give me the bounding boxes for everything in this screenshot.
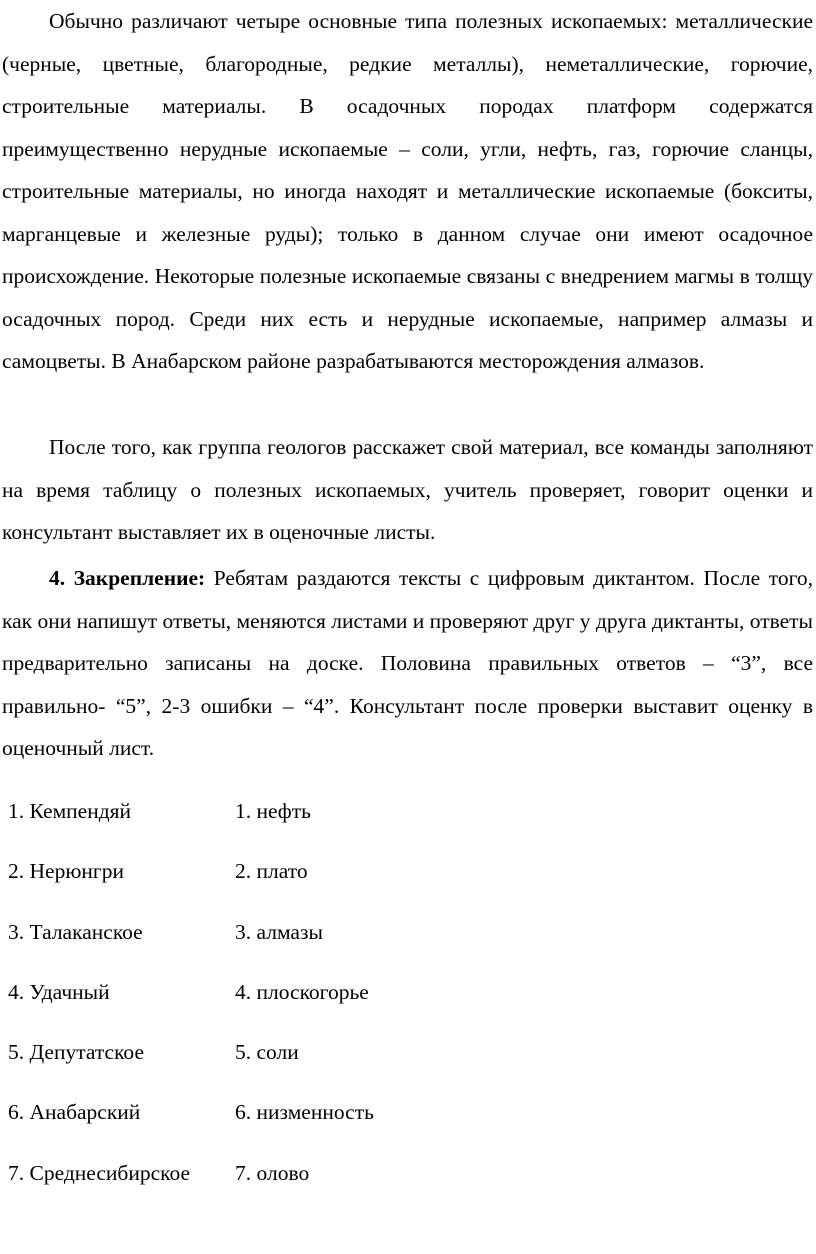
list-item-place: 7. Среднесибирское xyxy=(8,1160,191,1185)
list-item-term: 2. плато xyxy=(235,859,308,884)
list-row xyxy=(8,1152,608,1212)
list-item-place: 2. Нерюнгри xyxy=(8,859,124,884)
list-item-term: 1. нефть xyxy=(235,799,311,823)
paragraph-geologists-task: После того, как группа геологов расскажет свой материал, все команды заполняют на время таблицу о полезных ископаемых, учитель проверяет, говорит оценки и консультант выставляет их в оценочные листы. xyxy=(2,435,813,544)
list-item-term: 6. низменность xyxy=(235,1100,374,1125)
list-row xyxy=(8,1091,608,1151)
list-item-term: 3. алмазы xyxy=(235,919,323,944)
list-item-place: 1. Кемпендяй xyxy=(8,799,132,823)
list-row xyxy=(8,911,608,971)
list-item-place: 6. Анабарский xyxy=(8,1100,141,1125)
list-item-term: 5. соли xyxy=(235,1040,299,1065)
list-item-term: 4. плоскогорье xyxy=(235,979,369,1004)
paragraph-minerals-types: Обычно различают четыре основные типа полезных ископаемых: металлические (черные, цветные, благородные, редкие металлы), неметаллические, горючие, строительные материалы. В осадочных породах платформ содержатся преимущественно нерудные ископаемые – соли, угли, нефть, газ, горючие сланцы, строительные материалы, но иногда находят и металлические ископаемые (бокситы, марганцевые и железные руды); только в данном случае они имеют осадочное происхождение. Некоторые полезные ископаемые связаны с внедрением магмы в толщу осадочных пород. Среди них есть и нерудные ископаемые, например алмазы и самоцветы. В Анабарском районе разрабатываются месторождения алмазов. xyxy=(2,9,813,373)
list-item-term: 7. олово xyxy=(235,1160,310,1185)
consolidation-text: Ребятам раздаются тексты с цифровым диктантом. После того, как они напишут ответы, меняются листами и проверяют друг у друга диктанты, ответы предварительно записаны на доске. Половина правильных ответов – “3”, все правильно- “5”, 2-3 ошибки – “4”. Консультант после проверки выставит оценку в оценочный лист. xyxy=(2,566,813,760)
list-item-place: 3. Талаканское xyxy=(8,919,143,944)
dictation-list xyxy=(8,790,608,1212)
list-row xyxy=(8,790,608,850)
list-item-place: 4. Удачный xyxy=(8,979,110,1004)
list-row xyxy=(8,850,608,910)
paragraph-consolidation xyxy=(2,557,813,770)
list-row xyxy=(8,971,608,1031)
list-row xyxy=(8,1031,608,1091)
section-heading-consolidation: 4. Закрепление: xyxy=(49,566,206,590)
list-item-place: 5. Депутатское xyxy=(8,1040,144,1065)
